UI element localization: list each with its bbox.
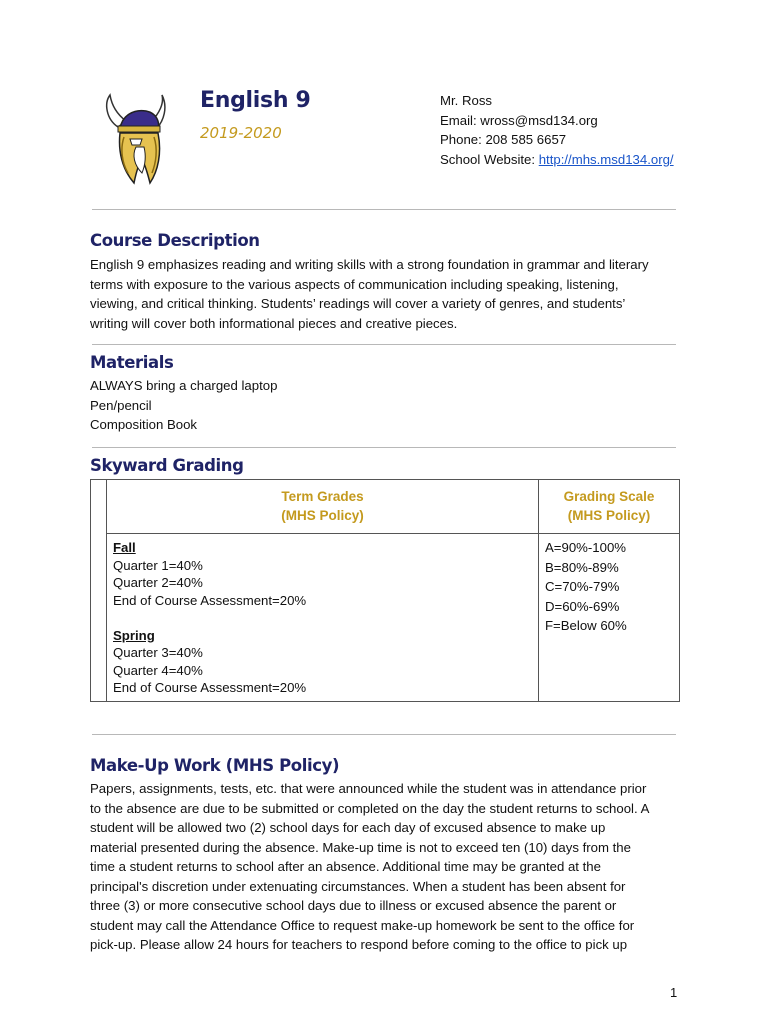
school-logo-viking-icon: [100, 93, 170, 188]
paragraph-line: principal's discretion under extenuating circumstances. When a student has been absent for: [90, 878, 626, 894]
grading-table: [90, 479, 680, 702]
list-item: Composition Book: [90, 417, 198, 432]
paragraph-line: three (3) or more consecutive school days due to illness or excused absence the parent or: [90, 898, 617, 913]
list-item: Pen/pencil: [90, 397, 152, 413]
spring-item: Quarter 4=40%: [113, 662, 203, 678]
divider: [92, 734, 676, 735]
makeup-text: [90, 779, 690, 955]
teacher-phone: Phone: 208 585 6657: [440, 132, 567, 148]
scale-item: D=60%-69%: [545, 598, 620, 614]
fall-item: Quarter 2=40%: [113, 575, 203, 590]
list-item: ALWAYS bring a charged laptop: [90, 378, 278, 393]
course-title: English 9: [200, 88, 311, 113]
scale-item: A=90%-100%: [545, 540, 627, 555]
paragraph-line: pick-up. Please allow 24 hours for teachers to respond before coming to the office to pick up: [90, 937, 628, 952]
spring-label: Spring: [113, 627, 155, 643]
divider: [92, 447, 676, 448]
website-link[interactable]: http://mhs.msd134.org/: [538, 151, 674, 167]
course-description-text: [90, 255, 690, 333]
paragraph-line: to the absence are due to be submitted or completed on the day the student returns to school. A: [90, 800, 650, 816]
materials-list: [90, 376, 690, 435]
makeup-heading: Make-Up Work (MHS Policy): [90, 756, 340, 775]
grading-scale-header: [539, 488, 679, 525]
website-label: School Website:: [440, 151, 539, 167]
paragraph-line: English 9 emphasizes reading and writing skills with a strong foundation in grammar and literary: [90, 257, 649, 272]
school-website: [440, 150, 674, 170]
spring-item: End of Course Assessment=20%: [113, 680, 307, 695]
table-border: [106, 533, 679, 534]
header-line: Grading Scale: [563, 489, 655, 504]
scale-item: F=Below 60%: [545, 618, 627, 633]
paragraph-line: writing will cover both informational pieces and creative pieces.: [90, 315, 458, 331]
spring-item: Quarter 3=40%: [113, 645, 203, 660]
grading-scale-cell: [545, 538, 627, 636]
paragraph-line: material presented during the absence. Make-up time is not to exceed ten (10) days from the: [90, 839, 631, 855]
header-line: (MHS Policy): [281, 507, 364, 523]
divider: [92, 344, 676, 345]
term-grades-cell: [113, 539, 306, 697]
paragraph-line: viewing, and critical thinking. Students’ readings will cover a variety of genres, and students’: [90, 296, 626, 311]
school-year: 2019-2020: [200, 124, 282, 142]
fall-label: Fall: [113, 540, 136, 555]
teacher-name: Mr. Ross: [440, 93, 493, 108]
paragraph-line: terms with exposure to the various aspects of communication including speaking, listening,: [90, 276, 619, 292]
fall-item: End of Course Assessment=20%: [113, 592, 307, 608]
materials-heading: Materials: [90, 353, 174, 372]
fall-item: Quarter 1=40%: [113, 557, 203, 573]
paragraph-line: time a student returns to school after an absence. Additional time may be granted at the: [90, 859, 601, 874]
header-line: (MHS Policy): [567, 507, 651, 523]
grading-heading: Skyward Grading: [90, 456, 244, 475]
page-number: 1: [670, 985, 678, 1000]
scale-item: B=80%-89%: [545, 559, 619, 575]
paragraph-line: Papers, assignments, tests, etc. that were announced while the student was in attendance prior: [90, 781, 647, 796]
teacher-email: Email: wross@msd134.org: [440, 112, 598, 128]
divider: [92, 209, 676, 210]
contact-info: [440, 91, 674, 169]
paragraph-line: student may call the Attendance Office to request make-up homework be sent to the office for: [90, 917, 635, 933]
term-grades-header: [107, 488, 538, 525]
header-line: Term Grades: [281, 489, 364, 504]
course-description-heading: Course Description: [90, 231, 260, 250]
paragraph-line: student will be allowed two (2) school days for each day of excused absence to make up: [90, 820, 606, 835]
scale-item: C=70%-79%: [545, 579, 620, 594]
